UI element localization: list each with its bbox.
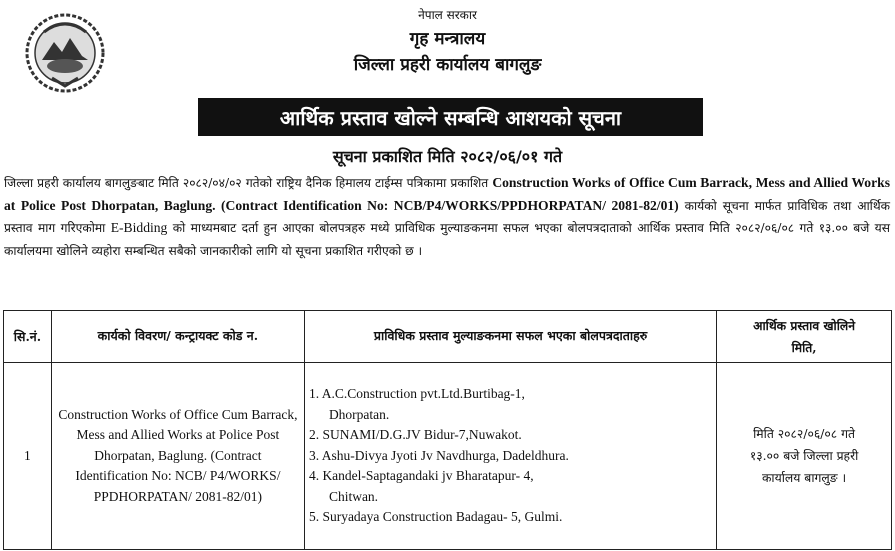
table-header-row — [4, 311, 892, 363]
list-item: 4. Kandel-Saptagandaki jv Bharatapur- 4, Chitwan. — [308, 468, 534, 504]
ministry-label: गृह मन्त्रालय — [409, 29, 486, 49]
body-part3: को माध्यमबाट दर्ता हुन आएका बोलपत्रहरु मध्ये प्राविधिक मुल्याङकनमा सफल भएका बोलपत्रदाताको आर्थिक प्रस्ताव मिति २०८२/०६/०८ गते १३.०० बजे यस कार्यालयमा खोलिने व्यहोरा सम्बन्धित सबैको जानकारीको लागि यो सूचना प्रकाशित गरीएको छ । — [4, 221, 890, 258]
government-label: नेपाल सरकार — [418, 8, 477, 22]
office-label: जिल्ला प्रहरी कार्यालय बागलुङ — [353, 55, 542, 75]
bidder-list — [309, 384, 712, 528]
col-header-bidders: प्राविधिक प्रस्ताव मुल्याङकनमा सफल भएका बोलपत्रदाताहरु — [304, 311, 716, 363]
body-part2: कार्यको सूचना मार्फत प्राविधिक तथा आर्थिक प्रस्ताव माग गरिएकोमा — [4, 198, 890, 235]
list-item: 2. SUNAMI/D.G.JV Bidur-7,Nuwakot. — [308, 427, 522, 443]
list-item: 1. A.C.Construction pvt.Ltd.Burtibag-1, Dhorpatan. — [308, 386, 525, 422]
ebidding-text: E-Bidding — [110, 220, 168, 235]
table-row — [4, 363, 892, 550]
body-part1: जिल्ला प्रहरी कार्यालय बागलुङबाट मिति २०८२/०४/०२ गतेको राष्ट्रिय दैनिक हिमालय टाईम्स पत्रिकामा प्रकाशित — [4, 176, 493, 190]
list-item: 3. Ashu-Divya Jyoti Jv Navdhurga, Dadeldhura. — [308, 447, 569, 463]
col-header-work: कार्यको विवरण/ कन्ट्रायक्ट कोड न. — [51, 311, 304, 363]
notice-body — [4, 172, 890, 262]
project-title: Construction Works of Office Cum Barrack, Mess and Allied Works at Police Post Dhorpatan, Baglung. (Contract Identification No: NCB/P4/WORKS/PPDHORPATAN/ 2081-82/01) — [4, 175, 890, 213]
notice-title: आर्थिक प्रस्ताव खोल्ने सम्बन्धि आशयको सूचना — [198, 98, 703, 136]
cell-sn: 1 — [4, 363, 52, 550]
cell-bidders — [304, 363, 716, 550]
list-item: 5. Suryadaya Construction Badagau- 5, Gulmi. — [308, 509, 563, 525]
cell-work: Construction Works of Office Cum Barrack, Mess and Allied Works at Police Post Dhorpatan, Baglung. (Contract Identification No: NCB/ P4/WORKS/ PPDHORPATAN/ 2081-82/01) — [51, 363, 304, 550]
col-header-sn: सि.नं. — [4, 311, 52, 363]
published-date: सूचना प्रकाशित मिति २०८२/०६/०१ गते — [332, 147, 563, 166]
col-header-opening: आर्थिक प्रस्ताव खोलिने मिति, — [717, 311, 892, 363]
bid-table — [3, 310, 892, 550]
cell-opening: मिति २०८२/०६/०८ गते १३.०० बजे जिल्ला प्रहरी कार्यालय बागलुङ । — [717, 363, 892, 550]
